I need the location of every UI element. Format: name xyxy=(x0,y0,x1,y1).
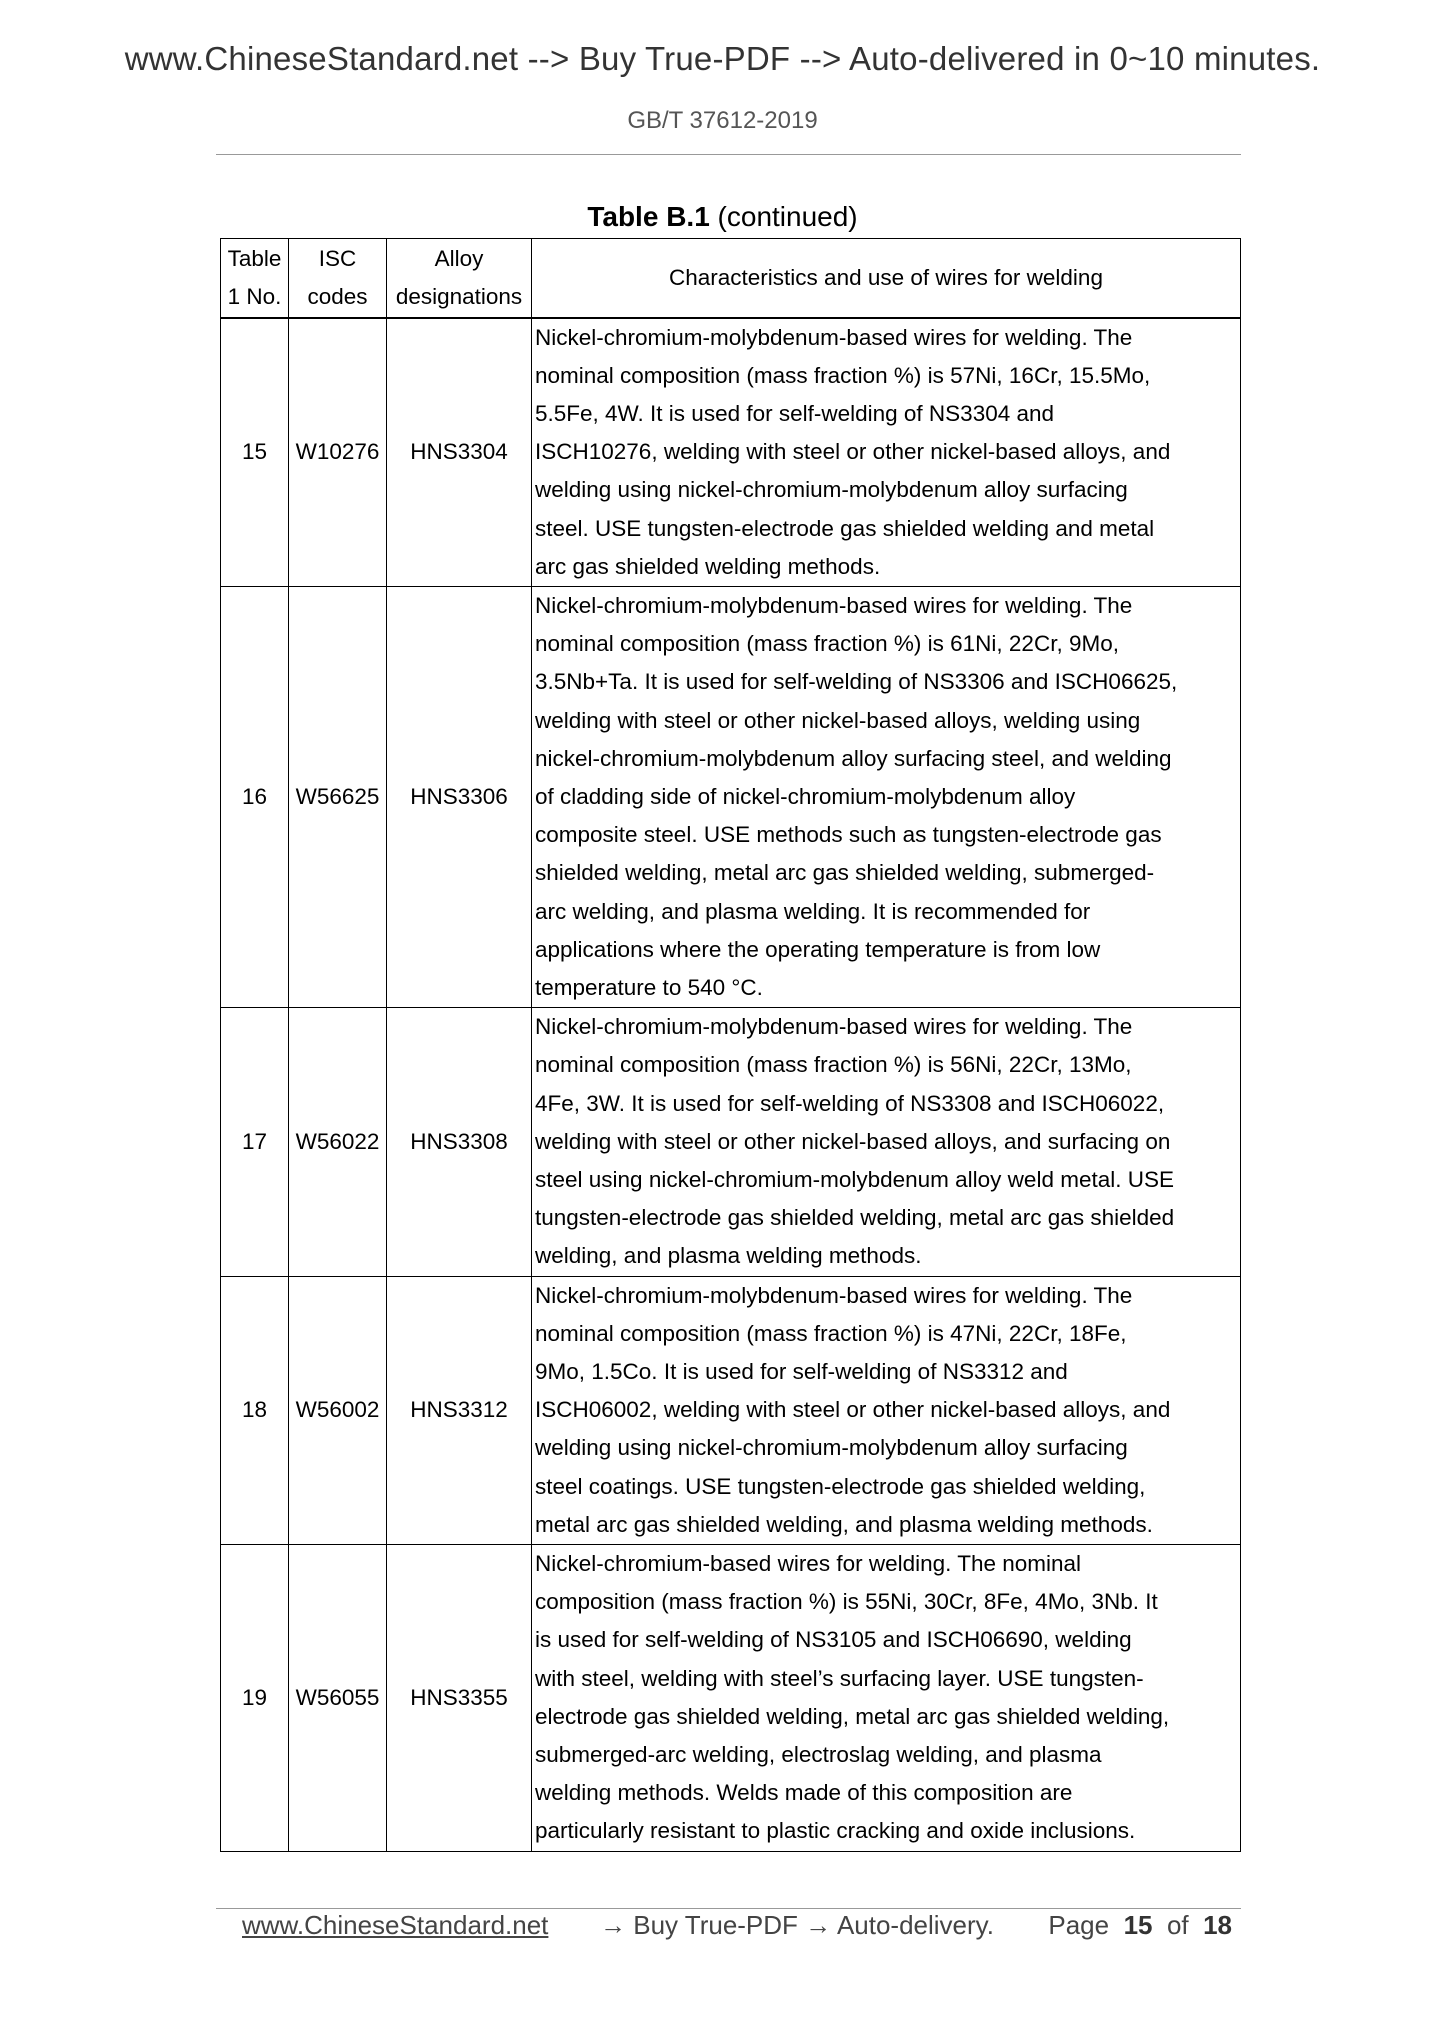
header-table-no xyxy=(221,239,289,318)
row-characteristics xyxy=(532,1008,1241,1276)
characteristics-line: Nickel-chromium-molybdenum-based wires for welding. The xyxy=(535,1282,1133,1308)
table-row xyxy=(221,1276,1241,1544)
characteristics-line: Nickel-chromium-molybdenum-based wires for welding. The xyxy=(535,592,1133,618)
row-table-no: 17 xyxy=(221,1008,289,1276)
table-row xyxy=(221,318,1241,587)
characteristics-line: metal arc gas shielded welding, and plasma welding methods. xyxy=(535,1511,1153,1537)
characteristics-line: welding using nickel-chromium-molybdenum alloy surfacing xyxy=(535,1435,1128,1461)
footer-divider xyxy=(216,1908,1241,1909)
characteristics-line: steel using nickel-chromium-molybdenum alloy weld metal. USE xyxy=(535,1166,1174,1192)
characteristics-line: welding with steel or other nickel-based alloys, welding using xyxy=(535,707,1141,733)
characteristics-line: ISCH10276, welding with steel or other nickel-based alloys, and xyxy=(535,439,1171,465)
characteristics-line: submerged-arc welding, electroslag welding, and plasma xyxy=(535,1742,1102,1768)
characteristics-line: Nickel-chromium-molybdenum-based wires for welding. The xyxy=(535,324,1133,350)
table-row xyxy=(221,1008,1241,1276)
characteristics-line: 3.5Nb+Ta. It is used for self-welding of NS3306 and ISCH06625, xyxy=(535,669,1178,695)
footer-tagline: → Buy True-PDF → Auto-delivery. xyxy=(600,1910,994,1940)
characteristics-line: electrode gas shielded welding, metal arc gas shielded welding, xyxy=(535,1703,1170,1729)
table-body xyxy=(221,318,1241,1852)
characteristics-line: tungsten-electrode gas shielded welding, metal arc gas shielded xyxy=(535,1205,1175,1231)
row-characteristics xyxy=(532,1545,1241,1852)
characteristics-line: nickel-chromium-molybdenum alloy surfacing steel, and welding xyxy=(535,745,1172,771)
row-characteristics xyxy=(532,586,1241,1007)
row-alloy-designation: HNS3304 xyxy=(387,318,532,587)
row-alloy-designation: HNS3308 xyxy=(387,1008,532,1276)
page-label: Page xyxy=(1048,1910,1110,1940)
row-isc-code: W56625 xyxy=(289,586,387,1007)
characteristics-line: composition (mass fraction %) is 55Ni, 30Cr, 8Fe, 4Mo, 3Nb. It xyxy=(535,1589,1158,1615)
row-alloy-designation: HNS3312 xyxy=(387,1276,532,1544)
row-isc-code: W56002 xyxy=(289,1276,387,1544)
row-table-no: 16 xyxy=(221,586,289,1007)
characteristics-line: ISCH06002, welding with steel or other nickel-based alloys, and xyxy=(535,1397,1171,1423)
characteristics-line: steel. USE tungsten-electrode gas shielded welding and metal xyxy=(535,515,1155,541)
header-characteristics: Characteristics and use of wires for welding xyxy=(532,239,1241,318)
table-row xyxy=(221,586,1241,1007)
characteristics-line: with steel, welding with steel’s surfacing layer. USE tungsten- xyxy=(535,1665,1144,1691)
characteristics-line: steel coatings. USE tungsten-electrode gas shielded welding, xyxy=(535,1473,1146,1499)
characteristics-line: 9Mo, 1.5Co. It is used for self-welding of NS3312 and xyxy=(535,1358,1068,1384)
characteristics-line: temperature to 540 °C. xyxy=(535,974,763,1000)
page-indicator xyxy=(1048,1910,1232,1941)
characteristics-line: shielded welding, metal arc gas shielded welding, submerged- xyxy=(535,860,1155,886)
characteristics-line: nominal composition (mass fraction %) is 61Ni, 22Cr, 9Mo, xyxy=(535,631,1119,657)
row-isc-code: W56022 xyxy=(289,1008,387,1276)
header-isc-codes xyxy=(289,239,387,318)
table-caption-rest: (continued) xyxy=(709,201,858,232)
row-isc-code: W56055 xyxy=(289,1545,387,1852)
header-banner: www.ChineseStandard.net --> Buy True-PDF --> Auto-delivered in 0~10 minutes. xyxy=(124,40,1321,77)
characteristics-line: arc gas shielded welding methods. xyxy=(535,553,881,579)
characteristics-line: welding with steel or other nickel-based alloys, and surfacing on xyxy=(535,1128,1171,1154)
characteristics-line: nominal composition (mass fraction %) is 47Ni, 22Cr, 18Fe, xyxy=(535,1320,1127,1346)
row-alloy-designation: HNS3306 xyxy=(387,586,532,1007)
header-isc-line2: codes xyxy=(307,283,368,309)
characteristics-line: applications where the operating temperature is from low xyxy=(535,936,1101,962)
characteristics-line: of cladding side of nickel-chromium-molybdenum alloy xyxy=(535,783,1076,809)
characteristics-line: nominal composition (mass fraction %) is 56Ni, 22Cr, 13Mo, xyxy=(535,1052,1132,1078)
header-isc-line1: ISC xyxy=(318,245,357,271)
row-table-no: 19 xyxy=(221,1545,289,1852)
header-table-no-line1: Table xyxy=(227,245,282,271)
table-row xyxy=(221,1545,1241,1852)
header-alloy-designations xyxy=(387,239,532,318)
characteristics-line: particularly resistant to plastic cracking and oxide inclusions. xyxy=(535,1818,1136,1844)
table-caption-bold: Table B.1 xyxy=(587,201,710,232)
characteristics-line: Nickel-chromium-based wires for welding. The nominal xyxy=(535,1551,1082,1576)
characteristics-line: nominal composition (mass fraction %) is 57Ni, 16Cr, 15.5Mo, xyxy=(535,362,1151,388)
standard-code: GB/T 37612-2019 xyxy=(627,107,818,134)
characteristics-line: arc welding, and plasma welding. It is recommended for xyxy=(535,898,1091,924)
row-alloy-designation: HNS3355 xyxy=(387,1545,532,1852)
table-caption xyxy=(0,201,1445,233)
characteristics-line: welding methods. Welds made of this composition are xyxy=(535,1780,1073,1806)
characteristics-line: composite steel. USE methods such as tungsten-electrode gas xyxy=(535,822,1162,848)
page-of: of xyxy=(1166,1910,1189,1940)
row-table-no: 15 xyxy=(221,318,289,587)
characteristics-line: welding, and plasma welding methods. xyxy=(535,1243,922,1269)
characteristics-line: Nickel-chromium-molybdenum-based wires for welding. The xyxy=(535,1014,1133,1040)
page-footer xyxy=(242,1910,1232,1950)
header-alloy-line2: designations xyxy=(395,283,523,309)
wires-table xyxy=(220,238,1241,1852)
characteristics-line: welding using nickel-chromium-molybdenum alloy surfacing xyxy=(535,477,1128,503)
row-characteristics xyxy=(532,318,1241,587)
characteristics-line: is used for self-welding of NS3105 and ISCH06690, welding xyxy=(535,1627,1132,1653)
page-total: 18 xyxy=(1203,1910,1232,1940)
table-header-row xyxy=(221,239,1241,318)
header-alloy-line1: Alloy xyxy=(434,245,484,271)
characteristics-line: 4Fe, 3W. It is used for self-welding of NS3308 and ISCH06022, xyxy=(535,1090,1165,1116)
row-isc-code: W10276 xyxy=(289,318,387,587)
page-current: 15 xyxy=(1123,1910,1153,1940)
characteristics-line: 5.5Fe, 4W. It is used for self-welding of NS3304 and xyxy=(535,400,1055,426)
footer-site-link[interactable]: www.ChineseStandard.net xyxy=(242,1910,549,1940)
row-characteristics xyxy=(532,1276,1241,1544)
header-divider xyxy=(216,154,1241,155)
row-table-no: 18 xyxy=(221,1276,289,1544)
header-table-no-line2: 1 No. xyxy=(227,283,282,309)
